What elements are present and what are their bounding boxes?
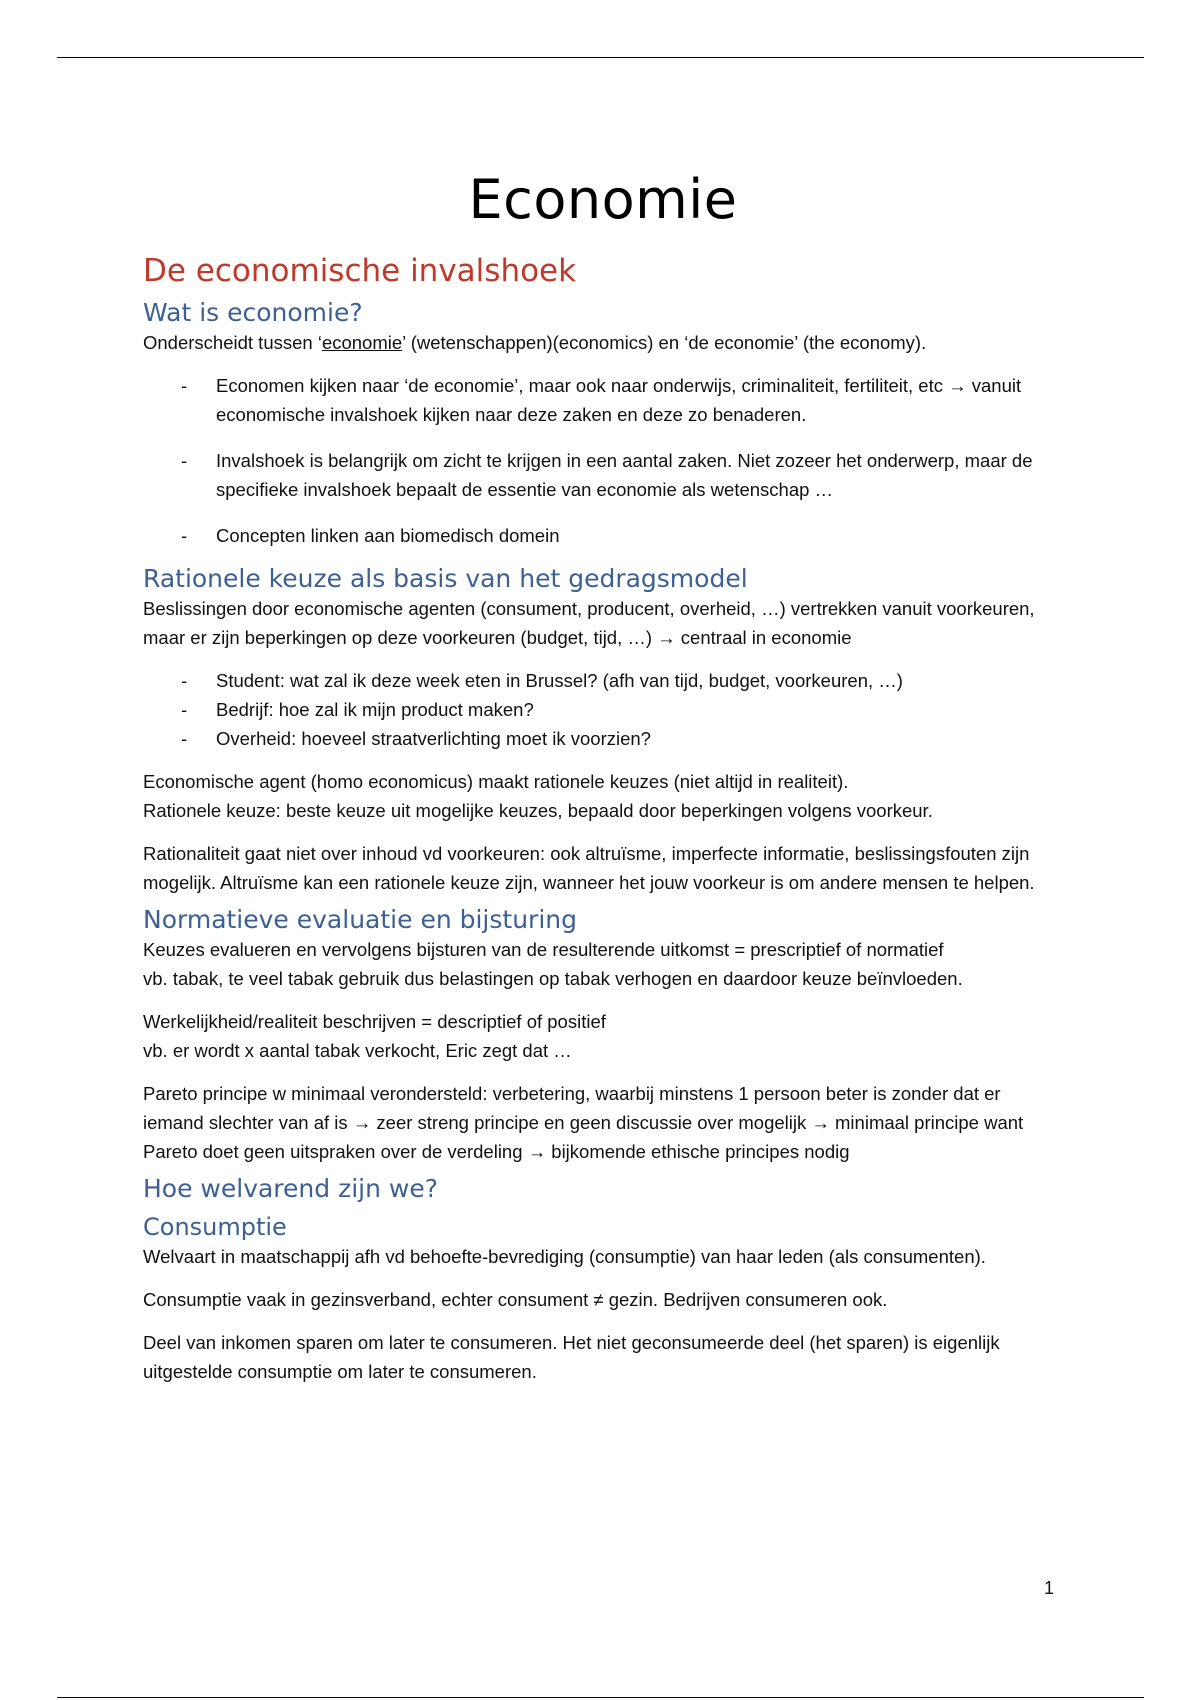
- paragraph-pareto: Pareto principe w minimaal verondersteld: verbetering, waarbij minstens 1 persoon beter is zonder dat er iemand slechter van af is → zeer streng principe en geen discussie over mogelijk → minimaal principe want Pareto doet geen uitspraken over de verdeling → bijkomende ethische principes nodig: [143, 1083, 1024, 1162]
- list-item: - Bedrijf: hoe zal ik mijn product maken?: [143, 695, 1063, 724]
- list-item: - Concepten linken aan biomedisch domein: [143, 521, 1063, 550]
- normatieve-1-line2: vb. tabak, te veel tabak gebruik dus belastingen op tabak verhogen en daardoor keuze beïnvloeden.: [143, 968, 963, 989]
- paragraph-consumptie-1: Welvaart in maatschappij afh vd behoefte-bevrediging (consumptie) van haar leden (als consumenten).: [143, 1246, 986, 1267]
- rationele-2-line2: Rationele keuze: beste keuze uit mogelijke keuzes, bepaald door beperkingen volgens voorkeur.: [143, 800, 933, 821]
- document-title: Economie: [468, 168, 738, 231]
- normatieve-1-line1: Keuzes evalueren en vervolgens bijsturen van de resulterende uitkomst = prescriptief of normatief: [143, 939, 944, 960]
- rationele-bullet-list: [143, 666, 1063, 753]
- normatieve-2-line1: Werkelijkheid/realiteit beschrijven = descriptief of positief: [143, 1011, 606, 1032]
- heading-normatieve-evaluatie: Normatieve evaluatie en bijsturing: [143, 905, 577, 934]
- paragraph-consumptie-2: Consumptie vaak in gezinsverband, echter consument ≠ gezin. Bedrijven consumeren ook.: [143, 1289, 888, 1310]
- heading-hoe-welvarend: Hoe welvarend zijn we?: [143, 1174, 438, 1203]
- intro-text-before: Onderscheidt tussen ‘: [143, 332, 322, 353]
- page-number: 1: [1044, 1578, 1055, 1598]
- heading-economische-invalshoek: De economische invalshoek: [143, 253, 577, 289]
- normatieve-2-line2: vb. er wordt x aantal tabak verkocht, Eric zegt dat …: [143, 1040, 572, 1061]
- list-item: - Student: wat zal ik deze week eten in Brussel? (afh van tijd, budget, voorkeuren, …): [143, 666, 1063, 695]
- heading-wat-is-economie: Wat is economie?: [143, 298, 363, 327]
- paragraph-wat-is-intro: [143, 328, 1063, 357]
- heading-rationele-keuze: Rationele keuze als basis van het gedragsmodel: [143, 564, 748, 593]
- intro-text-after: ’ (wetenschappen)(economics) en ‘de economie’ (the economy).: [402, 332, 927, 353]
- wat-is-bullet-list: [143, 371, 1063, 550]
- paragraph-rationele-3: Rationaliteit gaat niet over inhoud vd voorkeuren: ook altruïsme, imperfecte informatie, beslissingsfouten zijn mogelijk. Altruïsme kan een rationele keuze zijn, wanneer het jouw voorkeur is om andere mensen te helpen.: [143, 843, 1035, 893]
- list-item: - Economen kijken naar ‘de economie’, maar ook naar onderwijs, criminaliteit, fertiliteit, etc → vanuit economische invalshoek kijken naar deze zaken en deze zo benaderen.: [143, 371, 1063, 429]
- rationele-2-line1: Economische agent (homo economicus) maakt rationele keuzes (niet altijd in realiteit).: [143, 771, 849, 792]
- paragraph-rationele-1: Beslissingen door economische agenten (consument, producent, overheid, …) vertrekken vanuit voorkeuren, maar er zijn beperkingen op deze voorkeuren (budget, tijd, …) → centraal in economie: [143, 598, 1035, 648]
- list-item: - Overheid: hoeveel straatverlichting moet ik voorzien?: [143, 724, 1063, 753]
- paragraph-normatieve-2: [143, 1007, 1063, 1065]
- paragraph-consumptie-3: Deel van inkomen sparen om later te consumeren. Het niet geconsumeerde deel (het sparen) is eigenlijk uitgestelde consumptie om later te consumeren.: [143, 1332, 1000, 1382]
- header-rule: [57, 57, 1144, 58]
- list-item: - Invalshoek is belangrijk om zicht te krijgen in een aantal zaken. Niet zozeer het onderwerp, maar de specifieke invalshoek bepaalt de essentie van economie als wetenschap …: [143, 446, 1063, 504]
- footer-rule: [57, 1697, 1144, 1698]
- page-content: [143, 168, 1063, 1386]
- paragraph-rationele-2: [143, 767, 1063, 825]
- paragraph-normatieve-1: [143, 935, 1063, 993]
- heading-consumptie: Consumptie: [143, 1213, 287, 1241]
- intro-underlined-term: economie: [321, 332, 403, 353]
